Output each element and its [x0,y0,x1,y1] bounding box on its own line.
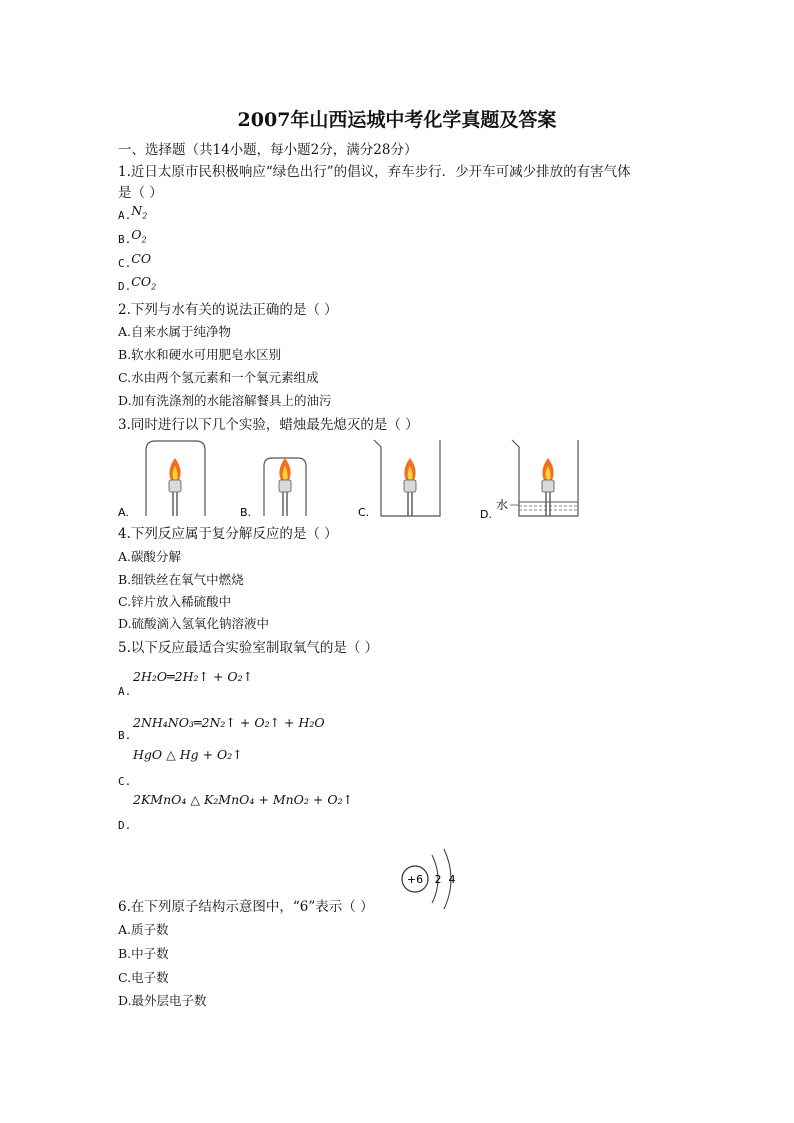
q3-stem: 3.同时进行以下几个实验，蜡烛最先熄灭的是（ ） [118,417,419,433]
q3-label-c: C. [358,506,370,519]
q5-option-b[interactable]: B. [118,729,132,742]
q3-candle-figures [0,436,794,526]
q3-figure-d[interactable] [510,440,578,516]
q6-option-a[interactable]: A.质子数 [118,922,169,937]
q5-equation-d: 2KMnO₄ △ K₂MnO₄ + MnO₂ + O₂↑ [133,792,354,807]
q1-option-c[interactable]: C.CO [118,251,152,270]
q1-stem-line2: 是（ ） [118,185,163,201]
q3-water-label: 水 [496,498,509,512]
page-title: 2007年山西运城中考化学真题及答案 [237,109,557,131]
q2-option-a[interactable]: A.自来水属于纯净物 [118,324,232,339]
q6-stem: 6.在下列原子结构示意图中，“6”表示（ ） [118,899,374,915]
nucleus-charge: +6 [406,873,424,886]
q4-option-d[interactable]: D.硫酸滴入氢氧化钠溶液中 [118,616,270,631]
q5-equation-b: 2NH₄NO₃═2N₂↑ + O₂↑ + H₂O [133,715,325,730]
q4-stem: 4.下列反应属于复分解反应的是（ ） [118,526,338,542]
q5-stem: 5.以下反应最适合实验室制取氧气的是（ ） [118,640,379,656]
q5-option-a[interactable]: A. [118,685,132,698]
q3-label-a: A. [118,506,129,519]
q2-stem: 2.下列与水有关的说法正确的是（ ） [118,302,338,318]
q5-equation-c: HgO △ Hg + O₂↑ [133,747,243,762]
q5-option-d[interactable]: D. [118,819,132,832]
q2-option-b[interactable]: B.软水和硬水可用肥皂水区别 [118,347,282,362]
q1-option-b[interactable]: $B.O_2$ [118,227,147,246]
q4-option-c[interactable]: C.锌片放入稀硫酸中 [118,594,232,609]
q3-figure-b[interactable] [264,458,306,516]
q3-label-d: D. [480,508,492,521]
q2-option-d[interactable]: D.加有洗涤剂的水能溶解餐具上的油污 [118,393,332,408]
q2-option-c[interactable]: C.水由两个氢元素和一个氧元素组成 [118,370,319,385]
q5-option-c[interactable]: C. [118,775,132,788]
q5-equation-a: 2H₂O═2H₂↑ + O₂↑ [133,669,254,684]
shell-2-electrons: 4 [448,873,456,886]
q1-stem-line1: 1.近日太原市民积极响应“绿色出行”的倡议，弃车步行．少开车可减少排放的有害气体 [118,164,631,180]
q1-option-a[interactable]: $A.N_2$ [118,203,148,222]
q4-option-b[interactable]: B.细铁丝在氧气中燃烧 [118,572,244,587]
q6-option-d[interactable]: D.最外层电子数 [118,993,207,1008]
q3-label-b: B. [240,506,252,519]
q6-atom-structure-diagram [400,845,460,915]
section-heading: 一、选择题（共14小题，每小题2分，满分28分） [118,142,418,158]
q3-figure-a[interactable] [146,441,205,516]
q4-option-a[interactable]: A.碳酸分解 [118,549,182,564]
q1-option-d[interactable]: $D.CO_2$ [118,274,157,293]
shell-1-electrons: 2 [434,873,442,886]
q6-option-c[interactable]: C.电子数 [118,970,169,985]
q3-figure-c[interactable] [374,440,440,516]
q6-option-b[interactable]: B.中子数 [118,946,169,961]
